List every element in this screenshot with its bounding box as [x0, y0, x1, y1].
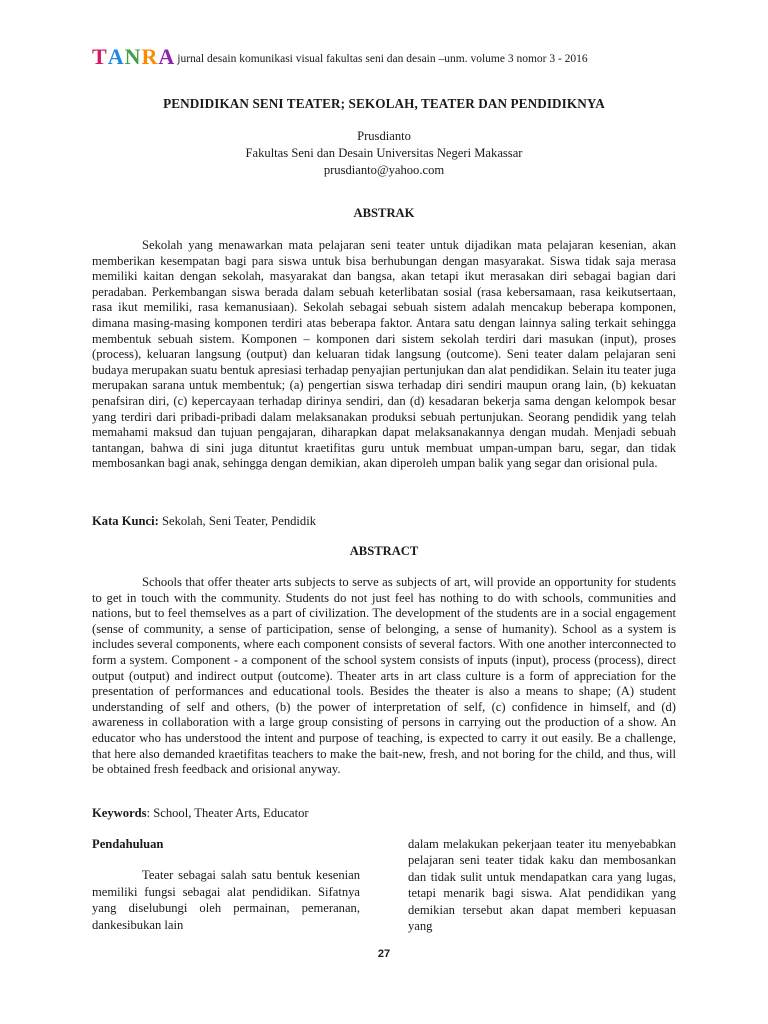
logo-letter: A	[158, 44, 176, 69]
page-number: 27	[377, 948, 391, 960]
abstrak-heading: ABSTRAK	[353, 206, 415, 220]
abstract-text: Schools that offer theater arts subjects to serve as subjects of art, will provide an opportunity for students to get in touch with the community. Students do not just feel has nothing to do with schools, communities and nations, but to feel themselves as a part of civilization. The development of the students are in a social engagement (sense of community, a sense of participation, sense of belonging, a sense of humanity). School as a system is includes several components, where each component consists of several factors. With one another interconnected to form a system. Component - a component of the school system consists of inputs (input), process (process), direct output (output) and indirect output (outcome). Theater arts in art class culture is a form of appreciation for the presentation of performances and educational tools. Besides the theater is also a means to shape; (A) student understanding of self and others, (b) the power of interpretation of self, (c) confidence in himself, and (d) awareness in collaboration with a large group consisting of persons in carrying out the production of a show. An educator who has understood the intent and purpose of teaching, is expected to carry it out easily. Be a challenge, that here also demanded kraetifitas teachers to make the bait-new, fresh, and not boring for the child, and thus, will be obtained fresh feedback and orisional anyway.	[92, 575, 676, 777]
logo-letter: R	[141, 44, 159, 69]
kata-kunci-label: Kata Kunci:	[92, 514, 159, 528]
keywords-values: : School, Theater Arts, Educator	[146, 806, 309, 820]
journal-info: jurnal desain komunikasi visual fakultas seni dan desain –unm. volume 3 nomor 3 - 2016	[177, 53, 588, 65]
logo-letter: A	[107, 44, 125, 69]
keywords-label: Keywords	[92, 806, 147, 820]
abstract-heading: ABSTRACT	[349, 544, 419, 558]
author-affiliation: Fakultas Seni dan Desain Universitas Negeri Makassar	[245, 146, 523, 160]
logo-letter: N	[124, 44, 142, 69]
section-heading: Pendahuluan	[92, 837, 164, 851]
right-column	[408, 836, 676, 934]
paper-title: PENDIDIKAN SENI TEATER; SEKOLAH, TEATER DAN PENDIDIKNYA	[163, 96, 605, 111]
journal-logo	[92, 44, 176, 69]
abstrak-text: Sekolah yang menawarkan mata pelajaran seni teater untuk dijadikan mata pelajaran kesenian, akan memberikan kesempatan bagi para siswa untuk bisa berhubungan dengan masyarakat. Siswa tidak saja merasa memiliki kaitan dengan sekolah, masyarakat dan bangsa, akan tetapi ikut merasakan diri sebagai bagian dari peradaban. Perkembangan siswa berada dalam sebuah keterlibatan sosial (rasa kebersamaan, rasa keikutsertaan, rasa ikut memiliki, rasa kemanusiaan). Sekolah sebagai sebuah sistem adalah mencakup beberapa komponen, dimana masing-masing komponen terdiri atas beberapa faktor. Antara satu dengan lainnya saling terkait sehingga membentuk sebuah sistem. Komponen – komponen dari sistem sekolah terdiri dari masukan (input), proses (process), keluaran langsung (output) dan keluaran tidak langsung (outcome). Seni teater dalam pelajaran seni budaya merupakan suatu bentuk apresiasi terhadap penyajian pertunjukan dan alat pendidikan. Selain itu teater juga merupakan sarana untuk membentuk; (a) pengertian siswa terhadap diri sendiri maupun orang lain, (b) kekuatan penafsiran diri, (c) kepercayaan terhadap dirinya sendiri, dan (d) kesadaran bekerja sama dengan kelompok besar yang terdiri dari pribadi-pribadi dalam melaksanakan produksi sebuah pertunjukan. Seorang pendidik yang telah memahami maksud dan tujuan pengajaran, diharapkan dapat melaksanakannya dengan mudah. Menjadi sebuah tantangan, bahwa di sini juga dituntut kraetifitas guru untuk membuat umpan-umpan baru, segar, dan tidak membosankan bagi anak, sehingga dengan demikian, akan diperoleh umpan balik yang segar dan orisional pula.	[92, 238, 676, 471]
left-column	[92, 836, 360, 933]
left-column-text: Teater sebagai salah satu bentuk kesenian memiliki fungsi sebagai alat pendidikan. Sifatnya yang diselubungi oleh permainan, pemeranan, dankesibukan lain	[92, 868, 360, 932]
logo-letter: T	[92, 44, 108, 69]
author-email: prusdianto@yahoo.com	[323, 163, 445, 177]
author-block	[92, 128, 676, 179]
right-column-text: dalam melakukan pekerjaan teater itu menyebabkan pelajaran seni teater tidak kaku dan membosankan dan tidak sulit untuk mendapatkan cara yang lugas, tetapi menarik bagi siswa. Alat pendidikan yang demikian tersebut akan dapat memberi kepuasan yang	[408, 837, 676, 934]
keywords	[92, 806, 676, 821]
author-name: Prusdianto	[357, 129, 411, 143]
kata-kunci	[92, 514, 676, 529]
running-header	[92, 43, 692, 67]
kata-kunci-values: Sekolah, Seni Teater, Pendidik	[158, 514, 317, 528]
